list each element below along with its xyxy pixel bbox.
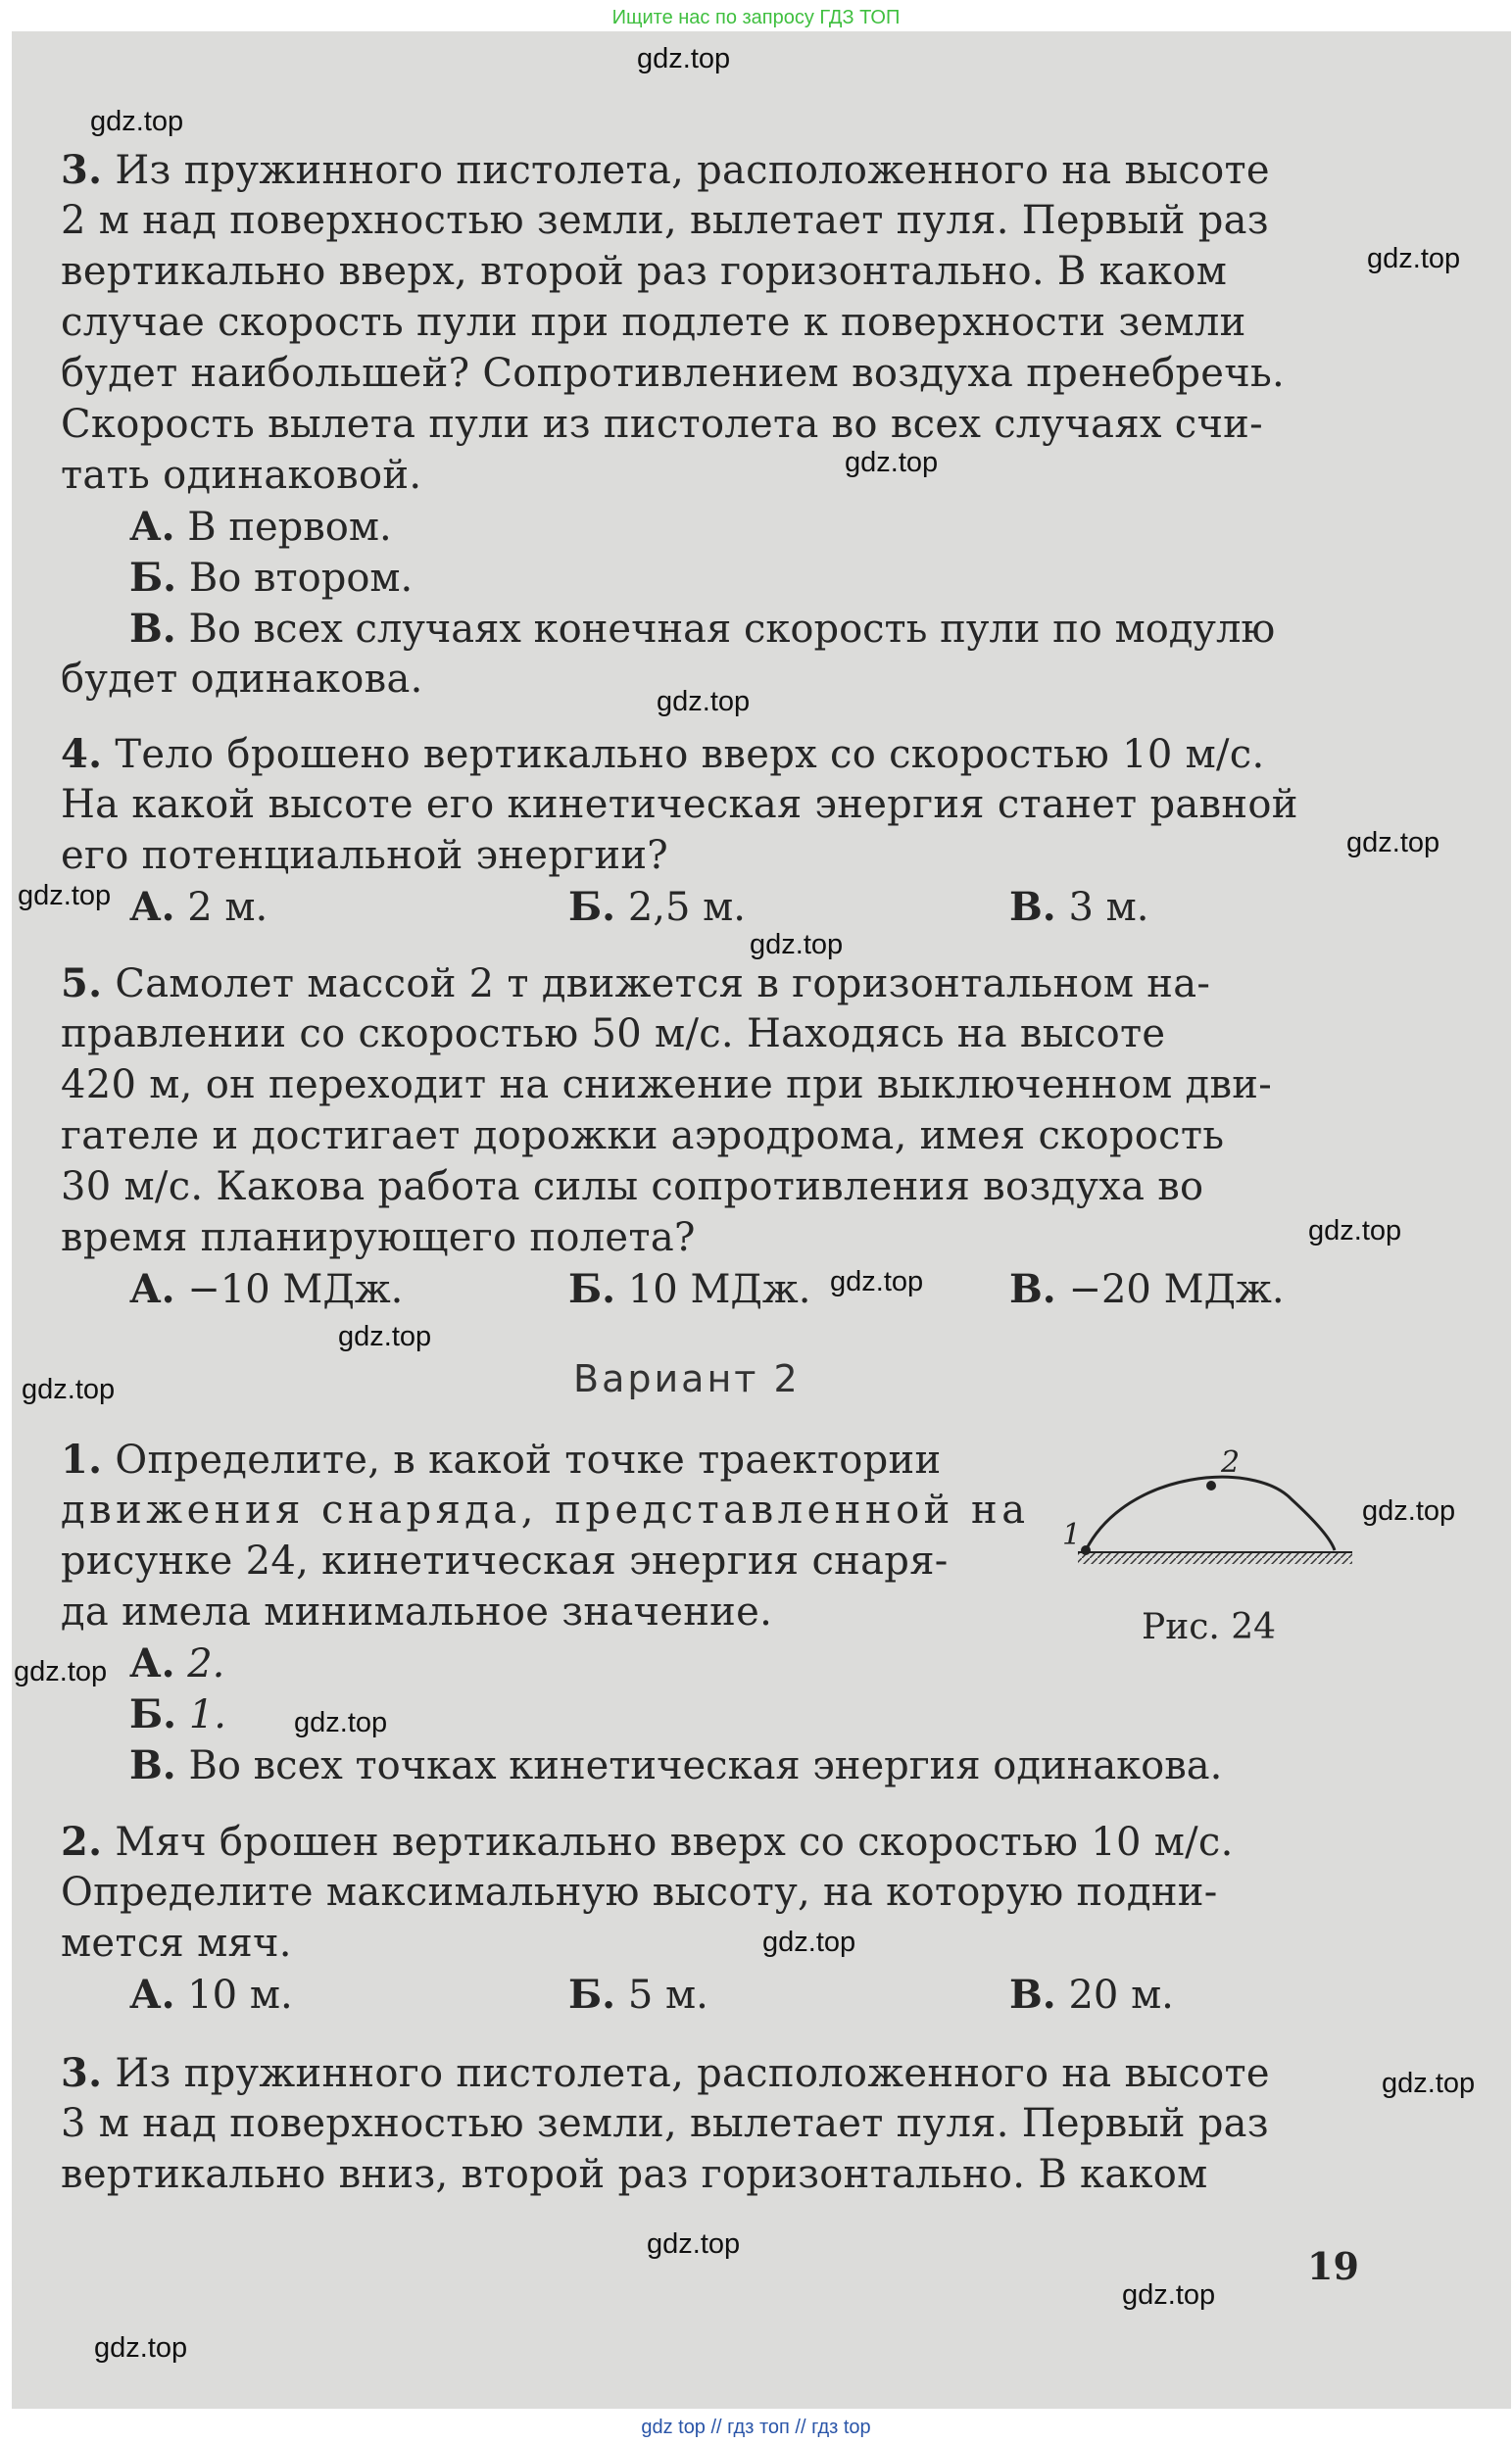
v2q2-option-a: А. 10 м. — [129, 1972, 293, 2018]
watermark[interactable]: gdz.top — [338, 1321, 432, 1352]
q5-line-6: время планирующего полета? — [61, 1215, 696, 1260]
q4-option-a: А. 2 м. — [129, 884, 268, 930]
watermark[interactable]: gdz.top — [22, 1374, 116, 1405]
q4-line-3: его потенциальной энергии? — [61, 833, 669, 878]
v2q1-option-c: В. Во всех точках кинетическая энергия одинакова. — [129, 1742, 1223, 1788]
watermark[interactable]: gdz.top — [637, 43, 731, 74]
ground-hatch — [1078, 1552, 1352, 1564]
v2q3-line-3: вертикально вниз, второй раз горизонтально. В каком — [61, 2152, 1208, 2197]
q3-line-7: тать одинаковой. — [61, 453, 422, 498]
watermark[interactable]: gdz.top — [18, 880, 112, 911]
v2q1-option-b: Б. 1. — [129, 1691, 226, 1737]
watermark[interactable]: gdz.top — [830, 1266, 924, 1297]
watermark[interactable]: gdz.top — [845, 447, 939, 478]
v2q2-option-c: В. 20 м. — [1009, 1972, 1174, 2018]
variant-title: Вариант 2 — [573, 1357, 801, 1400]
v2q2-line-2: Определите максимальную высоту, на которую подни- — [61, 1870, 1218, 1915]
q5-line-3: 420 м, он переходит на снижение при выключенном дви- — [61, 1062, 1273, 1107]
q5-line-2: правлении со скоростью 50 м/с. Находясь на высоте — [61, 1011, 1166, 1056]
q3-line-2: 2 м над поверхностью земли, вылетает пуля. Первый раз — [61, 198, 1269, 243]
q5-line-1: 5. Самолет массой 2 т движется в горизонтальном на- — [61, 960, 1211, 1006]
v2q2-option-b: Б. 5 м. — [568, 1972, 708, 2018]
watermark[interactable]: gdz.top — [1122, 2279, 1216, 2311]
watermark[interactable]: gdz.top — [1362, 1495, 1456, 1527]
q5-option-a: А. −10 МДж. — [129, 1266, 404, 1312]
v2q1-option-a: А. 2. — [129, 1640, 225, 1686]
watermark[interactable]: gdz.top — [647, 2228, 741, 2260]
v2q1-line-1: 1. Определите, в какой точке траектории — [61, 1437, 942, 1483]
figure-caption: Рис. 24 — [1142, 1607, 1277, 1647]
watermark[interactable]: gdz.top — [90, 106, 184, 137]
footer-banner[interactable]: gdz top // гдз топ // гдз top — [641, 2417, 871, 2438]
v2q3-line-1: 3. Из пружинного пистолета, расположенного на высоте — [61, 2050, 1270, 2096]
q3-line-1: 3. Из пружинного пистолета, расположенного на высоте — [61, 147, 1270, 193]
q5-line-5: 30 м/с. Какова работа силы сопротивления воздуха во — [61, 1164, 1204, 1209]
q3-line-5: будет наибольшей? Сопротивлением воздуха пренебречь. — [61, 351, 1286, 396]
v2q1-line-4: да имела минимальное значение. — [61, 1589, 773, 1635]
v2q2-line-3: мется мяч. — [61, 1921, 292, 1966]
v2q1-line-3: рисунке 24, кинетическая энергия снаря- — [61, 1539, 949, 1584]
trajectory-svg — [1058, 1441, 1352, 1597]
point-1 — [1081, 1545, 1091, 1555]
v2q3-line-2: 3 м над поверхностью земли, вылетает пуля. Первый раз — [61, 2101, 1269, 2146]
watermark[interactable]: gdz.top — [1308, 1215, 1402, 1246]
point-2-label: 2 — [1221, 1445, 1241, 1480]
q4-option-b: Б. 2,5 м. — [568, 884, 746, 930]
watermark[interactable]: gdz.top — [657, 686, 751, 717]
q3-option-b: Б. Во втором. — [129, 555, 414, 601]
watermark[interactable]: gdz.top — [294, 1707, 388, 1738]
page-number: 19 — [1307, 2244, 1359, 2288]
q5-option-c: В. −20 МДж. — [1009, 1266, 1285, 1312]
v2q1-line-2: движения снаряда, представленной на — [61, 1488, 1030, 1533]
q4-line-2: На какой высоте его кинетическая энергия станет равной — [61, 782, 1298, 827]
q3-option-a: А. В первом. — [129, 504, 392, 550]
q3-option-c: В. Во всех случаях конечная скорость пули по модулю — [129, 606, 1276, 652]
q3-option-c-cont: будет одинакова. — [61, 657, 423, 702]
watermark[interactable]: gdz.top — [1346, 827, 1440, 858]
q5-line-4: гателе и достигает дорожки аэродрома, имея скорость — [61, 1113, 1225, 1158]
point-2 — [1206, 1481, 1216, 1491]
watermark[interactable]: gdz.top — [94, 2332, 188, 2364]
q3-line-3: вертикально вверх, второй раз горизонтально. В каком — [61, 249, 1228, 294]
point-1-label: 1 — [1062, 1518, 1082, 1552]
watermark[interactable]: gdz.top — [1367, 243, 1461, 274]
header-banner[interactable]: Ищите нас по запросу ГДЗ ТОП — [611, 7, 901, 28]
q3-line-4: случае скорость пули при подлете к поверхности земли — [61, 300, 1246, 345]
q4-option-c: В. 3 м. — [1009, 884, 1149, 930]
q4-line-1: 4. Тело брошено вертикально вверх со скоростью 10 м/с. — [61, 731, 1265, 777]
watermark[interactable]: gdz.top — [762, 1927, 856, 1958]
v2q2-line-1: 2. Мяч брошен вертикально вверх со скоростью 10 м/с. — [61, 1819, 1234, 1865]
watermark[interactable]: gdz.top — [1382, 2068, 1476, 2099]
q5-option-b: Б. 10 МДж. — [568, 1266, 811, 1312]
q3-line-6: Скорость вылета пули из пистолета во всех случаях счи- — [61, 402, 1263, 447]
trajectory-figure — [1058, 1441, 1352, 1597]
watermark[interactable]: gdz.top — [750, 929, 844, 960]
watermark[interactable]: gdz.top — [14, 1656, 108, 1687]
